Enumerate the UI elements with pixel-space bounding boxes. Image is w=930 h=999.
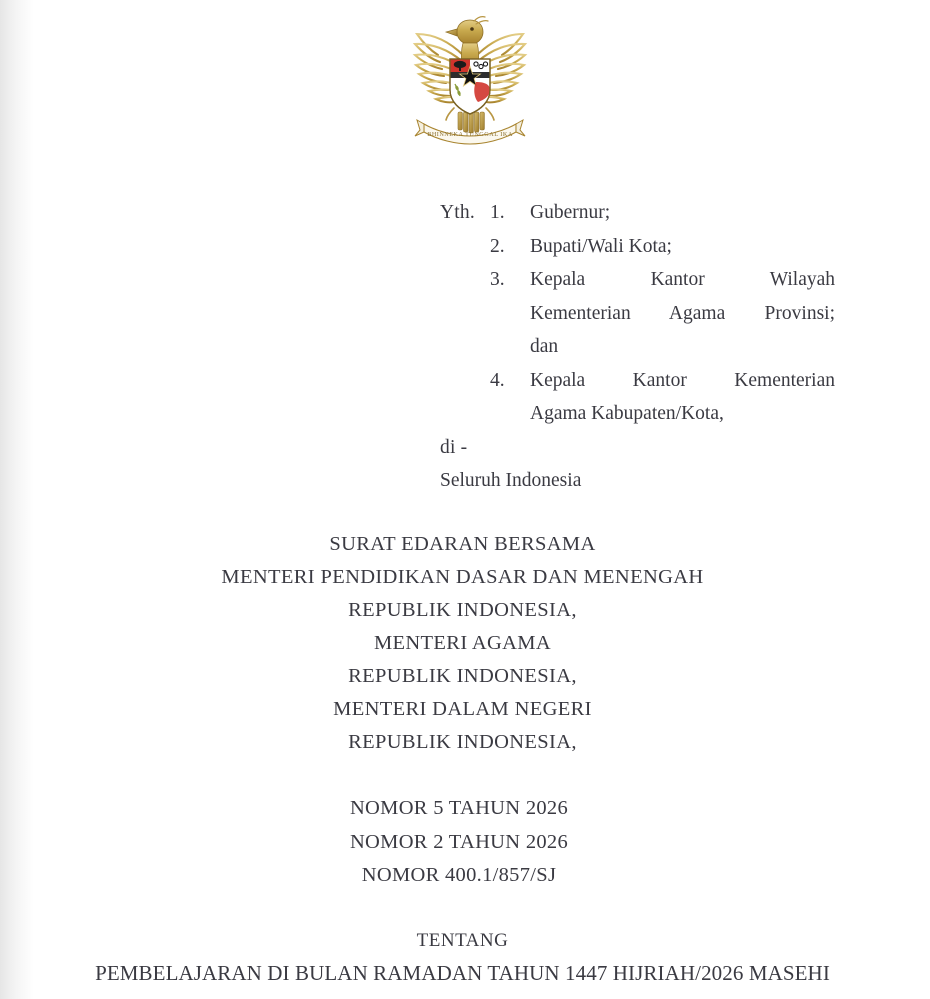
addressee-item-3 bbox=[440, 263, 835, 364]
addressee-item-line: Kepala Kantor Wilayah bbox=[530, 269, 835, 290]
addressee-item-number: 4. bbox=[490, 369, 505, 391]
addressee-item-text: Bupati/Wali Kota; bbox=[530, 235, 672, 257]
title-line-menteri-pendidikan: MENTERI PENDIDIKAN DASAR DAN MENENGAH bbox=[221, 566, 704, 588]
title-line-republik-indonesia-2: REPUBLIK INDONESIA, bbox=[348, 665, 577, 687]
addressee-item-text bbox=[530, 364, 835, 431]
title-line-republik-indonesia-1: REPUBLIK INDONESIA, bbox=[348, 599, 577, 621]
addressee-item-1 bbox=[440, 196, 835, 230]
addressee-item-number: 3. bbox=[490, 269, 505, 290]
title-line-republik-indonesia-3: REPUBLIK INDONESIA, bbox=[348, 731, 577, 753]
document-number-block bbox=[0, 792, 918, 893]
garuda-pancasila-emblem bbox=[404, 12, 536, 160]
addressee-item-4 bbox=[440, 364, 835, 431]
addressee-item-line: Agama Kabupaten/Kota, bbox=[530, 403, 724, 424]
addressee-item-text bbox=[530, 263, 835, 364]
document-subject-block bbox=[0, 925, 925, 990]
title-line-surat-edaran-bersama: SURAT EDARAN BERSAMA bbox=[329, 533, 596, 555]
document-title-block bbox=[0, 528, 925, 759]
document-number-2: NOMOR 2 TAHUN 2026 bbox=[349, 830, 569, 853]
addressee-item-text: Gubernur; bbox=[530, 202, 611, 223]
addressee-item-number: 2. bbox=[490, 235, 505, 257]
addressee-item-2 bbox=[440, 230, 835, 264]
addressee-item-line: Kepala Kantor Kementerian bbox=[530, 369, 835, 391]
addressee-place-block bbox=[440, 431, 835, 498]
svg-text:BHINNEKA TUNGGAL IKA: BHINNEKA TUNGGAL IKA bbox=[427, 131, 513, 138]
subject-label: TENTANG bbox=[416, 930, 509, 951]
title-line-menteri-dalam-negeri: MENTERI DALAM NEGERI bbox=[333, 698, 592, 720]
addressee-item-line: dan bbox=[530, 336, 559, 357]
addressee-item-line: Kementerian Agama Provinsi; bbox=[530, 302, 835, 324]
addressee-place-prefix: di - bbox=[440, 436, 468, 458]
addressee-salutation: Yth. bbox=[440, 202, 475, 223]
subject-text: PEMBELAJARAN DI BULAN RAMADAN TAHUN 1447 HIJRIAH/2026 MASEHI bbox=[95, 961, 830, 985]
title-line-menteri-agama: MENTERI AGAMA bbox=[373, 632, 552, 654]
addressee-block bbox=[440, 196, 835, 498]
document-number-1: NOMOR 5 TAHUN 2026 bbox=[349, 797, 569, 819]
document-number-3: NOMOR 400.1/857/SJ bbox=[361, 864, 557, 886]
addressee-item-number: 1. bbox=[490, 202, 505, 223]
addressee-place: Seluruh Indonesia bbox=[440, 470, 582, 491]
